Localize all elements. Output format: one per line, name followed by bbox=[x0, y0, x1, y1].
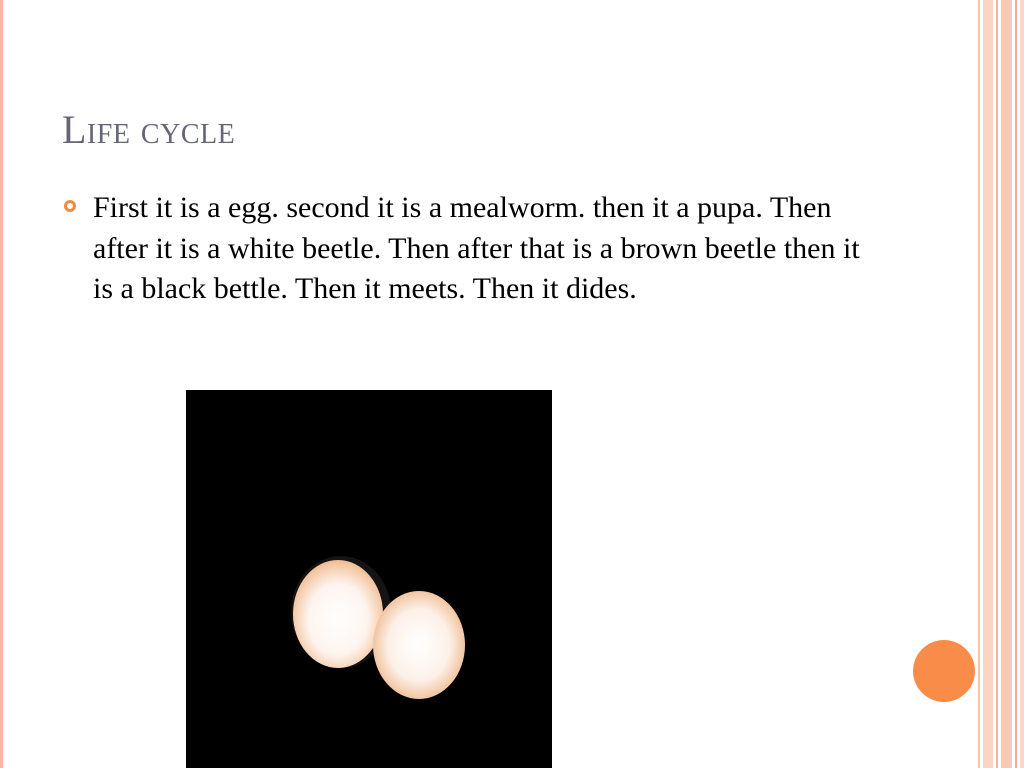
stripe bbox=[996, 0, 998, 768]
stripe bbox=[1001, 0, 1012, 768]
stripe bbox=[1015, 0, 1017, 768]
right-decorative-stripes bbox=[978, 0, 1024, 768]
left-border bbox=[0, 0, 6, 768]
stripe bbox=[983, 0, 993, 768]
hollow-circle-bullet-icon bbox=[64, 200, 76, 212]
egg-back bbox=[293, 560, 383, 668]
eggs-illustration bbox=[186, 390, 552, 768]
orange-circle-icon bbox=[913, 640, 975, 702]
stripe bbox=[1020, 0, 1024, 768]
slide-title: Life cycle bbox=[62, 107, 236, 152]
bullet-text: First it is a egg. second it is a mealworm. then it a pupa. Then after it is a white beetle. Then after that is a brown beetle then it is a black bettle. Then it meets. Then it dides. bbox=[93, 191, 860, 305]
eggs-photo bbox=[186, 390, 552, 768]
egg-front bbox=[373, 591, 465, 699]
stripe bbox=[978, 0, 980, 768]
